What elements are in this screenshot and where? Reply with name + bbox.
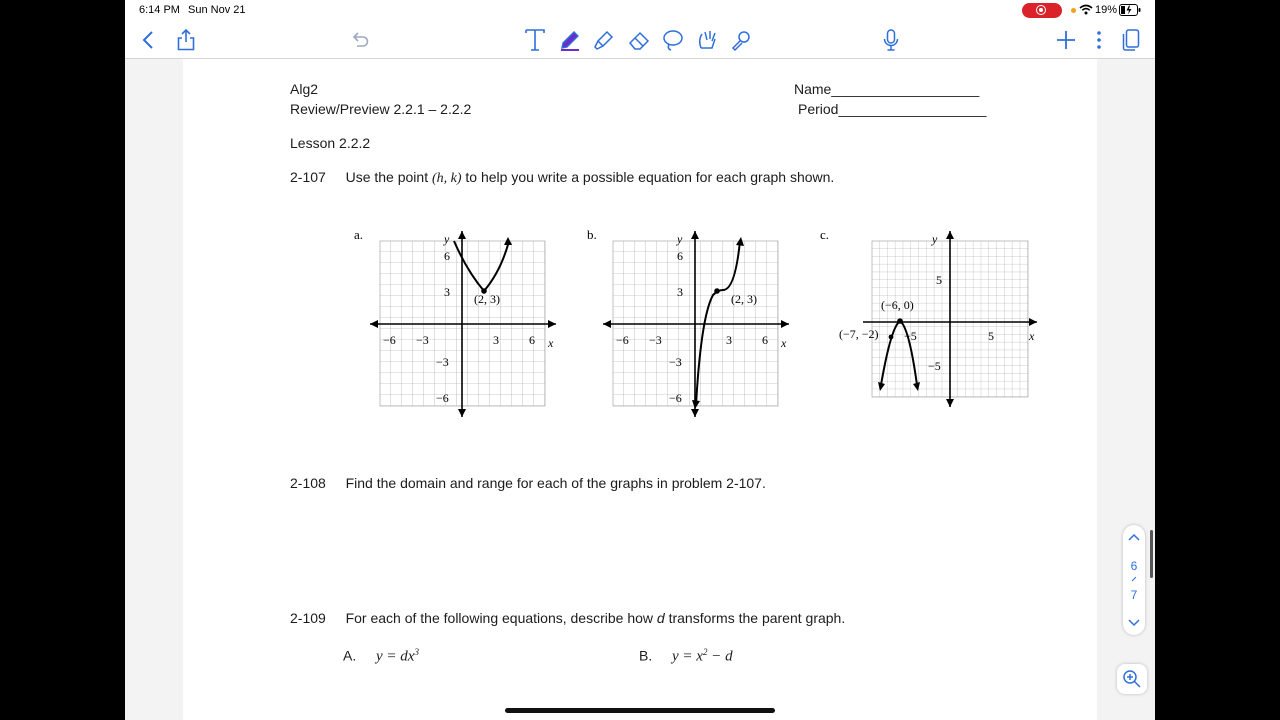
equation-expression: y = x <box>672 648 703 665</box>
tick-y-neg3: −3 <box>436 355 449 369</box>
equation-expression: y = dx <box>376 648 415 665</box>
elements-icon <box>729 28 753 52</box>
equation-label: B. <box>639 647 653 664</box>
tick-x-neg5: −5 <box>904 329 917 343</box>
tick-x-neg6: −6 <box>616 333 629 347</box>
tick-y-neg5: −5 <box>928 359 941 373</box>
graph-label: a. <box>354 227 364 242</box>
vertex-point <box>897 318 903 324</box>
lesson-heading: Lesson 2.2.2 <box>290 135 371 151</box>
plus-icon <box>1056 30 1076 50</box>
graph-label: c. <box>820 227 830 242</box>
tick-y-6: 6 <box>444 249 450 263</box>
lasso-icon <box>661 28 685 52</box>
problem-number: 2-109 <box>290 610 326 626</box>
chevron-down-icon[interactable] <box>1128 619 1140 627</box>
inflection-point <box>714 288 720 294</box>
x-axis-arrow <box>1029 318 1037 326</box>
highlighter-icon <box>592 28 616 52</box>
document-page[interactable] <box>183 59 1097 720</box>
point-hk: (h, k) <box>431 171 462 186</box>
vertex-label: (−6, 0) <box>881 298 914 312</box>
pages-button[interactable] <box>1118 27 1144 53</box>
text-tool-icon <box>524 28 546 52</box>
shapes-icon <box>695 28 719 52</box>
equation-label: A. <box>343 647 357 664</box>
problem-2-107 <box>290 169 834 187</box>
tick-y-neg6: −6 <box>669 391 682 405</box>
graph-c <box>815 227 1045 427</box>
equation-remainder: − d <box>707 648 733 665</box>
graph-a <box>348 227 568 427</box>
y-axis-label: y <box>932 232 938 246</box>
tick-x-neg3: −3 <box>649 333 662 347</box>
app-toolbar <box>125 22 1155 59</box>
tick-y-6: 6 <box>677 249 683 263</box>
equation-a <box>343 647 419 666</box>
variable-d: d <box>656 610 665 626</box>
microphone-button[interactable] <box>878 27 904 53</box>
eraser-tool-button[interactable] <box>626 27 652 53</box>
problem-text: Find the domain and range for each of the graphs in problem 2-107. <box>345 475 766 491</box>
tick-x-3: 3 <box>726 333 732 347</box>
microphone-icon <box>883 28 899 52</box>
mic-in-use-dot <box>1071 8 1076 13</box>
problem-text-rest: to help you write a possible equation for each graph shown. <box>461 169 835 185</box>
undo-icon <box>350 31 370 49</box>
problem-2-109 <box>290 610 845 626</box>
graph-b <box>581 227 801 427</box>
tick-x-6: 6 <box>529 333 535 347</box>
tick-y-3: 3 <box>677 285 683 299</box>
status-bar <box>125 0 1155 22</box>
home-indicator[interactable] <box>505 708 775 713</box>
vertex-label: (2, 3) <box>474 292 500 306</box>
screen-recording-indicator[interactable] <box>1022 3 1062 18</box>
text-tool-button[interactable] <box>522 27 548 53</box>
problem-text-rest: transforms the parent graph. <box>664 610 846 626</box>
status-date: Sun Nov 21 <box>188 4 246 16</box>
tick-x-3: 3 <box>493 333 499 347</box>
graph-label: b. <box>587 227 597 242</box>
add-page-button[interactable] <box>1053 27 1079 53</box>
tick-y-neg3: −3 <box>669 355 682 369</box>
review-subtitle: Review/Preview 2.2.1 – 2.2.2 <box>290 101 472 117</box>
equation-exponent: 2 <box>702 647 708 657</box>
problem-text: For each of the following equations, describe how <box>345 610 657 626</box>
pen-tool-button[interactable] <box>557 27 583 53</box>
share-button[interactable] <box>173 27 199 53</box>
tick-x-6: 6 <box>762 333 768 347</box>
pen-icon <box>558 28 582 52</box>
share-icon <box>176 29 196 51</box>
scrollbar-thumb[interactable] <box>1150 530 1153 578</box>
elements-tool-button[interactable] <box>728 27 754 53</box>
ipad-screen <box>125 0 1155 720</box>
tick-y-5: 5 <box>936 273 942 287</box>
battery-icon <box>1119 4 1141 16</box>
back-button[interactable] <box>135 27 161 53</box>
wifi-icon <box>1079 4 1093 15</box>
more-icon <box>1096 30 1102 50</box>
x-axis-label: x <box>1029 329 1035 343</box>
problem-text: Use the point <box>345 169 432 185</box>
problem-number: 2-108 <box>290 475 326 491</box>
equation-exponent: 3 <box>414 647 419 657</box>
tick-y-neg6: −6 <box>436 391 449 405</box>
highlighter-tool-button[interactable] <box>591 27 617 53</box>
tick-y-3: 3 <box>444 285 450 299</box>
second-point-label: (−7, −2) <box>839 327 879 341</box>
name-field: Name___________________ <box>794 81 980 97</box>
current-page-number: 6 <box>1130 559 1138 573</box>
course-title: Alg2 <box>290 81 319 97</box>
shapes-tool-button[interactable] <box>694 27 720 53</box>
status-time: 6:14 PM <box>139 4 180 16</box>
second-point <box>889 335 894 340</box>
battery-percent: 19% <box>1095 4 1118 16</box>
pages-icon <box>1122 29 1140 51</box>
period-field: Period___________________ <box>798 101 987 117</box>
tick-x-neg6: −6 <box>383 333 396 347</box>
equation-b <box>639 647 733 666</box>
x-axis-label: x <box>548 336 554 350</box>
problem-2-108 <box>290 475 766 491</box>
eraser-icon <box>627 29 651 51</box>
record-icon <box>1036 5 1046 15</box>
point-label: (2, 3) <box>731 292 757 306</box>
y-axis-label: y <box>444 232 450 246</box>
x-axis-label: x <box>781 336 787 350</box>
lasso-tool-button[interactable] <box>660 27 686 53</box>
page-separator <box>1131 576 1137 582</box>
zoom-button[interactable] <box>1117 664 1147 694</box>
tick-x-5: 5 <box>988 329 994 343</box>
chevron-left-icon <box>141 30 155 50</box>
chevron-up-icon[interactable] <box>1128 533 1140 541</box>
y-axis-label: y <box>677 232 683 246</box>
zoom-icon <box>1122 669 1142 689</box>
page-navigator[interactable] <box>1123 525 1145 635</box>
more-button[interactable] <box>1086 27 1112 53</box>
tick-x-neg3: −3 <box>416 333 429 347</box>
problem-number: 2-107 <box>290 169 326 185</box>
total-pages: 7 <box>1130 588 1138 602</box>
undo-button[interactable] <box>347 27 373 53</box>
